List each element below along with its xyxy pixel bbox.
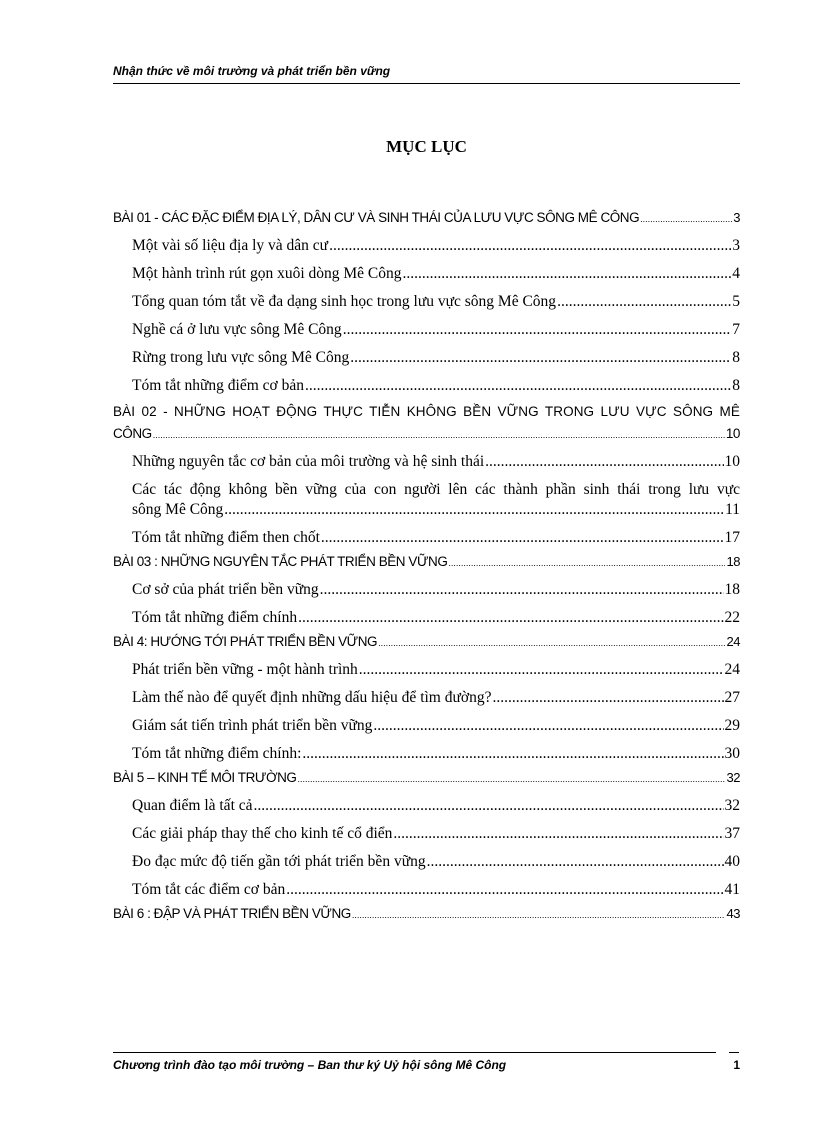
toc-entry-page: 18: [726, 554, 740, 569]
toc-entry-page: 30: [724, 745, 740, 762]
toc-entry-page: 24: [726, 634, 740, 649]
toc-entry-title: Tổng quan tóm tắt về đa dạng sinh học trong lưu vực sông Mê Công: [132, 293, 557, 310]
toc-entry-page: 8: [732, 377, 740, 394]
toc-entry-title-line1: BÀI 02 - NHỮNG HOẠT ĐỘNG THỰC TIỄN KHÔNG BỀN VỮNG TRONG LƯU VỰC SÔNG MÊ: [113, 404, 740, 419]
toc-entry-title: Quan điểm là tất cả: [132, 797, 253, 814]
dot-leader: [254, 796, 724, 816]
toc-entry-section[interactable]: [113, 320, 740, 340]
dot-leader: [321, 528, 724, 548]
toc-entry-page: 27: [724, 689, 740, 706]
dot-leader: [350, 348, 731, 368]
dot-leader: [427, 852, 724, 872]
toc-entry-lesson-06[interactable]: [113, 904, 740, 924]
toc-entry-title: Những nguyên tắc cơ bản của môi trường và hệ sinh thái: [132, 453, 485, 470]
toc-entry-lesson-03[interactable]: [113, 552, 740, 572]
toc-entry-page: 29: [724, 717, 740, 734]
dot-leader: [359, 660, 724, 680]
toc-entry-page: 41: [724, 881, 740, 898]
dot-leader: [298, 608, 723, 628]
dot-leader: [373, 716, 723, 736]
toc-entry-title: Nghề cá ở lưu vực sông Mê Công: [132, 321, 342, 338]
toc-entry-page: 37: [724, 825, 740, 842]
dot-leader: [557, 292, 731, 312]
toc-entry-lesson-02[interactable]: [113, 400, 740, 444]
dot-leader: [393, 824, 723, 844]
dot-leader: [329, 236, 731, 256]
toc-entry-title: Rừng trong lưu vực sông Mê Công: [132, 349, 350, 366]
toc-entry-section[interactable]: [113, 264, 740, 284]
toc-entry-section[interactable]: [113, 480, 740, 520]
toc-entry-title: Tóm tắt những điểm chính:: [132, 745, 302, 762]
toc-entry-title: BÀI 5 – KINH TẾ MÔI TRƯỜNG: [113, 770, 297, 785]
toc-entry-section[interactable]: [113, 348, 740, 368]
toc-entry-title: Tóm tắt những điểm then chốt: [132, 529, 320, 546]
toc-entry-section[interactable]: [113, 452, 740, 472]
toc-entry-page: 8: [732, 349, 740, 366]
dot-leader: [302, 744, 723, 764]
toc-entry-page: 5: [732, 293, 740, 310]
toc-entry-page: 3: [732, 237, 740, 254]
dot-leader: [485, 452, 723, 472]
toc-entry-page: 32: [726, 770, 740, 785]
toc-entry-section[interactable]: [113, 608, 740, 628]
toc-entry-page: 7: [732, 321, 740, 338]
dot-leader: [448, 553, 725, 573]
toc-entry-section[interactable]: [113, 236, 740, 256]
toc-entry-section[interactable]: [113, 528, 740, 548]
running-header: Nhận thức về môi trường và phát triển bền vững: [113, 64, 391, 78]
dot-leader: [297, 769, 725, 789]
toc-entry-section[interactable]: [113, 744, 740, 764]
dot-leader: [492, 688, 723, 708]
dot-leader: [403, 264, 732, 284]
toc-entry-title: Đo đạc mức độ tiến gần tới phát triển bền vững: [132, 853, 426, 870]
toc-entry-title-line1: Các tác động không bền vững của con người lên các thành phần sinh thái trong lưu vực: [132, 481, 740, 498]
toc-entry-lesson-04[interactable]: [113, 632, 740, 652]
toc-entry-title: Tóm tắt những điểm chính: [132, 609, 298, 626]
toc-entry-title: Giám sát tiến trình phát triển bền vững: [132, 717, 373, 734]
dot-leader: [153, 425, 725, 445]
footer-rule-page: [729, 1052, 739, 1053]
dot-leader: [224, 500, 724, 520]
toc-entry-title: BÀI 4: HƯỚNG TỚI PHÁT TRIỂN BỀN VỮNG: [113, 634, 378, 649]
header-rule: [113, 83, 740, 84]
toc-entry-title: Một vài số liệu địa ly và dân cư: [132, 237, 329, 254]
toc-entry-page: 40: [724, 853, 740, 870]
dot-leader: [320, 580, 724, 600]
toc-entry-page: 24: [724, 661, 740, 678]
toc-entry-section[interactable]: [113, 376, 740, 396]
toc-entry-title: Các giải pháp thay thế cho kinh tế cổ điển: [132, 825, 393, 842]
dot-leader: [352, 905, 726, 925]
toc-entry-page: 10: [724, 453, 740, 470]
toc-entry-page: 4: [732, 265, 740, 282]
toc-entry-lesson-01[interactable]: [113, 208, 740, 228]
toc-entry-section[interactable]: [113, 292, 740, 312]
toc-entry-page: 32: [724, 797, 740, 814]
toc-entry-section[interactable]: [113, 880, 740, 900]
toc-entry-section[interactable]: [113, 852, 740, 872]
toc-entry-page: 18: [724, 581, 740, 598]
toc-entry-section[interactable]: [113, 796, 740, 816]
dot-leader: [378, 633, 725, 653]
footer-rule: [113, 1052, 716, 1053]
table-of-contents: [113, 204, 740, 924]
toc-entry-section[interactable]: [113, 580, 740, 600]
toc-entry-page: 17: [724, 529, 740, 546]
toc-entry-title: BÀI 03 : NHỮNG NGUYÊN TẮC PHÁT TRIỂN BỀN VỮNG: [113, 554, 448, 569]
toc-entry-section[interactable]: [113, 660, 740, 680]
dot-leader: [640, 209, 732, 229]
toc-entry-title: Làm thế nào để quyết định những dấu hiệu để tìm đường?: [132, 689, 492, 706]
dot-leader: [343, 320, 732, 340]
toc-entry-page: 11: [725, 501, 740, 518]
page-title: MỤC LỤC: [386, 137, 467, 156]
running-footer: Chương trình đào tạo môi trường – Ban thư ký Uỷ hội sông Mê Công: [113, 1058, 507, 1072]
page-number: 1: [733, 1058, 740, 1072]
toc-entry-title: BÀI 01 - CÁC ĐẶC ĐIỂM ĐỊA LÝ, DÂN CƯ VÀ SINH THÁI CỦA LƯU VỰC SÔNG MÊ CÔNG: [113, 210, 640, 225]
toc-entry-title: Phát triển bền vững - một hành trình: [132, 661, 358, 678]
toc-entry-page: 3: [733, 210, 740, 225]
toc-entry-title: Tóm tắt những điểm cơ bản: [132, 377, 304, 394]
toc-entry-lesson-05[interactable]: [113, 768, 740, 788]
toc-entry-title: BÀI 6 : ĐẬP VÀ PHÁT TRIỂN BỀN VỮNG: [113, 906, 351, 921]
toc-entry-section[interactable]: [113, 824, 740, 844]
toc-entry-title-line2: sông Mê Công: [132, 501, 224, 518]
toc-entry-page: 10: [725, 426, 740, 441]
toc-entry-title: Cơ sở của phát triển bền vững: [132, 581, 319, 598]
toc-entry-page: 22: [724, 609, 740, 626]
toc-entry-title-line2: CÔNG: [113, 426, 152, 441]
toc-entry-title: Một hành trình rút gọn xuôi dòng Mê Công: [132, 265, 402, 282]
toc-entry-section[interactable]: [113, 716, 740, 736]
toc-entry-title: Tóm tắt các điểm cơ bản: [132, 881, 286, 898]
dot-leader: [286, 880, 723, 900]
toc-entry-section[interactable]: [113, 688, 740, 708]
dot-leader: [305, 376, 731, 396]
toc-entry-page: 43: [726, 906, 740, 921]
